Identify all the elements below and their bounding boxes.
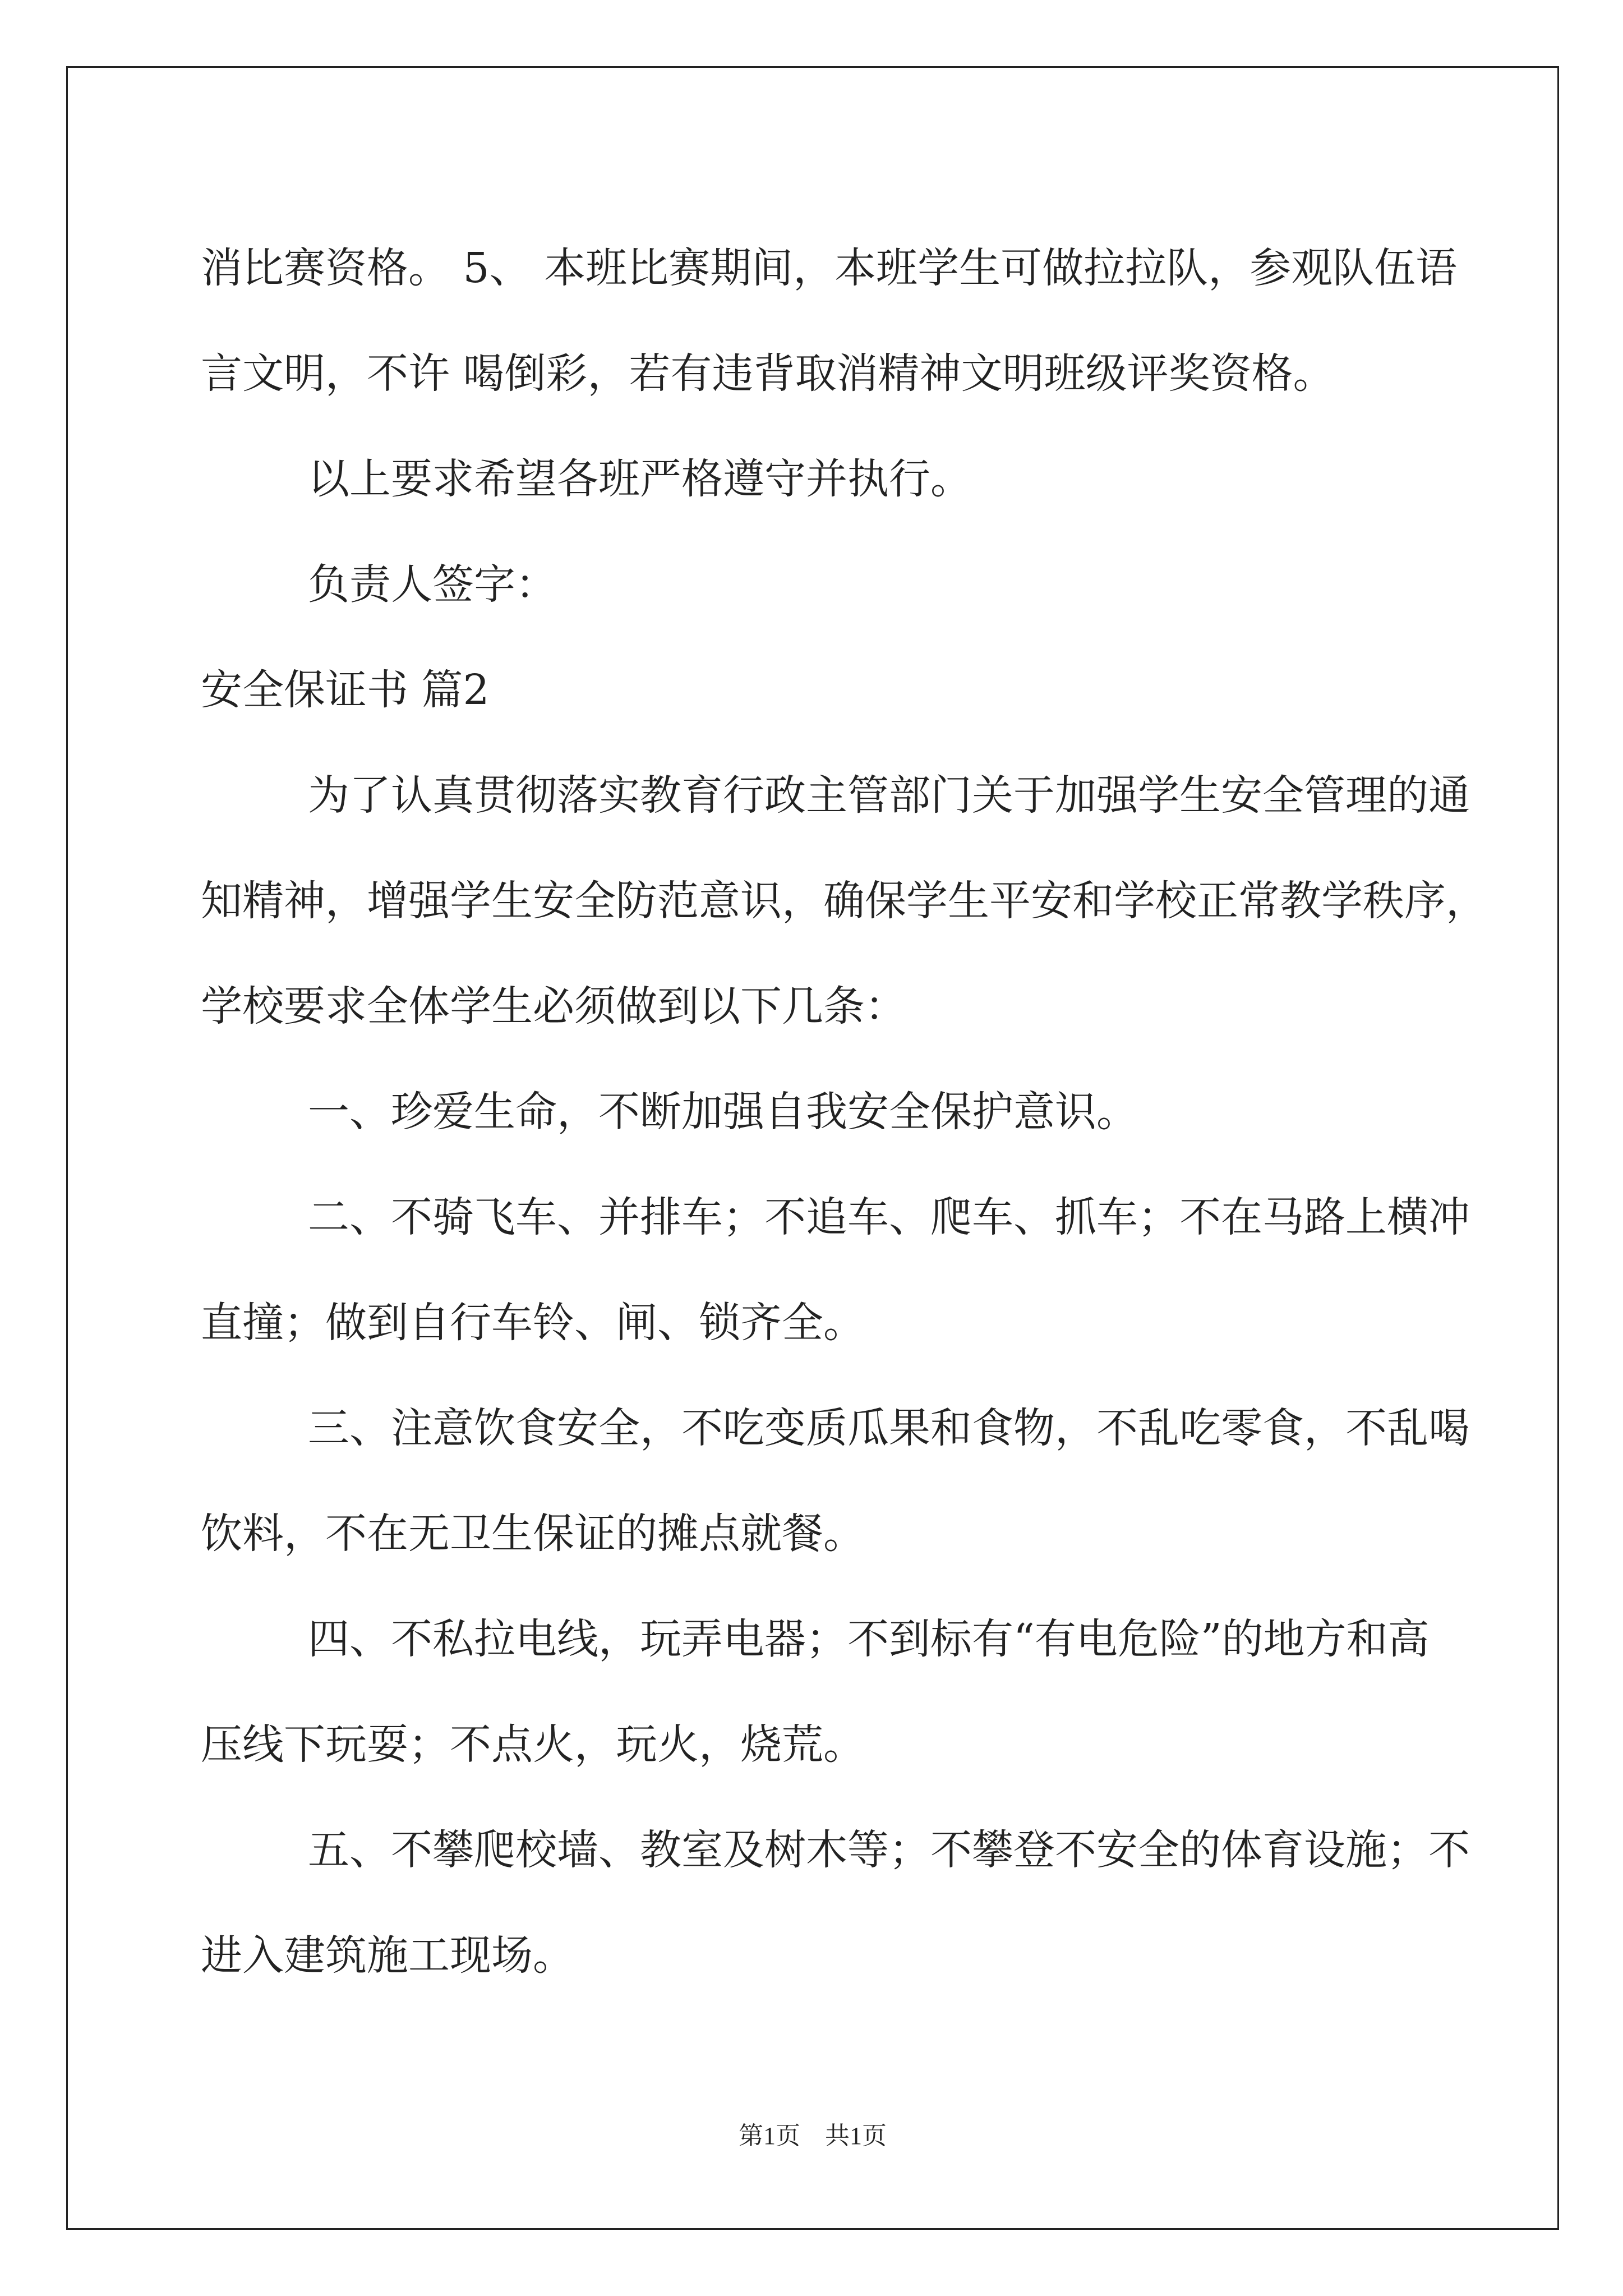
list-item: 二、不骑飞车、并排车；不追车、爬车、抓车；不在马路上横冲 [308, 1193, 1470, 1241]
body-line: 以上要求希望各班严格遵守并执行。 [308, 455, 972, 503]
list-item: 三、注意饮食安全，不吃变质瓜果和食物，不乱吃零食，不乱喝 [308, 1404, 1470, 1452]
body-line: 为了认真贯彻落实教育行政主管部门关于加强学生安全管理的通 [308, 771, 1470, 820]
signature-label: 负责人签字： [308, 560, 557, 609]
section-heading: 安全保证书 篇2 [201, 666, 490, 714]
body-line: 知精神，增强学生安全防范意识，确保学生平安和学校正常教学秩序， [201, 877, 1487, 925]
body-line: 消比赛资格。 5、 本班比赛期间，本班学生可做拉拉队，参观队伍语 [201, 244, 1458, 292]
document-page [66, 66, 1559, 2230]
list-item: 四、不私拉电线，玩弄电器；不到标有“有电危险”的地方和高 [308, 1615, 1430, 1663]
body-line: 言文明，不许 喝倒彩，若有违背取消精神文明班级评奖资格。 [201, 349, 1335, 398]
list-item: 五、不攀爬校墙、教室及树木等；不攀登不安全的体育设施；不 [308, 1826, 1470, 1874]
list-item: 一、珍爱生命，不断加强自我安全保护意识。 [308, 1088, 1138, 1136]
list-item-continuation: 进入建筑施工现场。 [201, 1931, 574, 1980]
list-item-continuation: 直撞；做到自行车铃、闸、锁齐全。 [201, 1299, 865, 1347]
page-number: 第1页 共1页 [739, 2122, 887, 2150]
body-line: 学校要求全体学生必须做到以下几条： [201, 982, 906, 1030]
list-item-continuation: 饮料，不在无卫生保证的摊点就餐。 [201, 1510, 865, 1558]
list-item-continuation: 压线下玩耍；不点火，玩火，烧荒。 [201, 1720, 865, 1769]
